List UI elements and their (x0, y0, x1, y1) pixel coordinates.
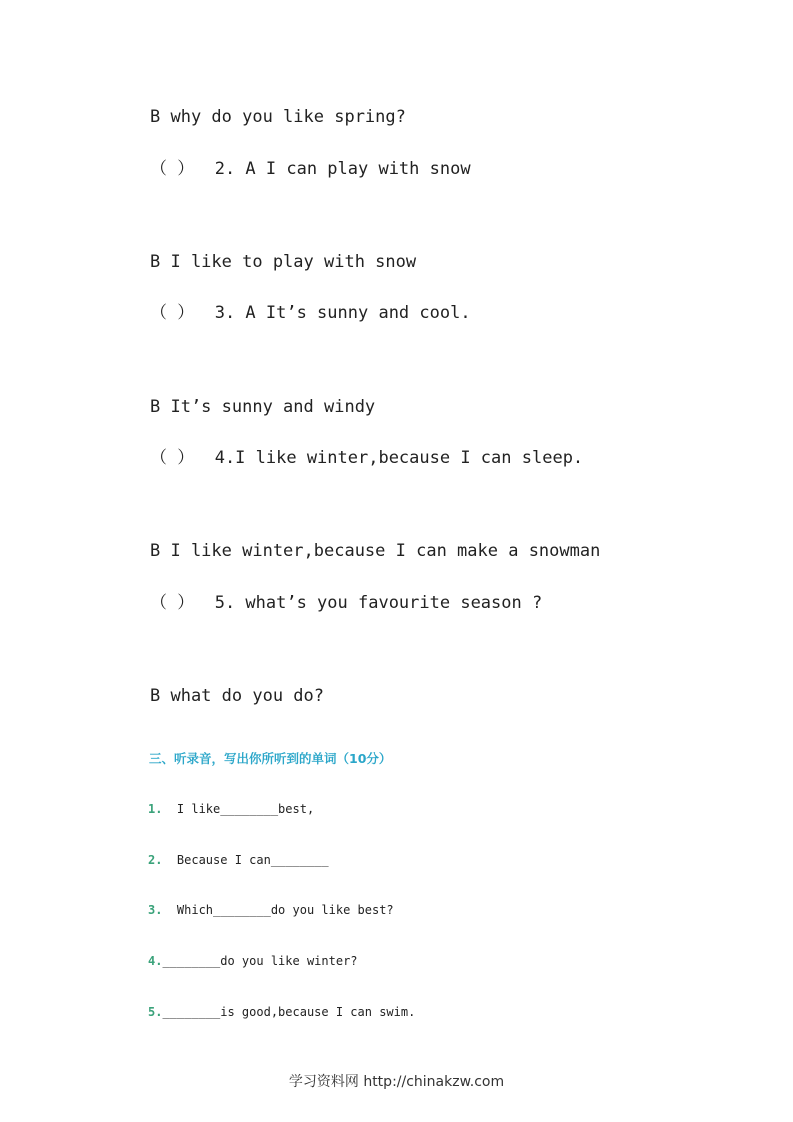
item-number: 4. (148, 954, 163, 968)
question-4: （ ） 4.I like winter,because I can sleep. (150, 448, 584, 468)
fill-item (148, 1004, 415, 1020)
dialogue-line-b1: B why do you like spring? (150, 107, 406, 127)
fill-item (148, 953, 358, 969)
item-text: I like________best, (162, 802, 315, 816)
fill-item (148, 902, 394, 918)
item-number: 5. (148, 1005, 163, 1019)
footer-watermark: 学习资料网 http://chinakzw.com (288, 1074, 505, 1090)
question-5: （ ） 5. what’s you favourite season ? (150, 593, 543, 613)
item-number: 2. (148, 853, 163, 867)
item-text: Because I can________ (162, 853, 329, 867)
fill-item (148, 801, 314, 817)
question-2: （ ） 2. A I can play with snow (150, 159, 471, 179)
item-text: Which________do you like best? (162, 903, 394, 917)
fill-item (148, 852, 329, 868)
item-text: ________do you like winter? (162, 954, 358, 968)
item-number: 1. (148, 802, 163, 816)
dialogue-line-b4: B I like winter,because I can make a snowman (150, 541, 601, 561)
item-number: 3. (148, 903, 163, 917)
dialogue-line-b2: B I like to play with snow (150, 252, 417, 272)
item-text: ________is good,because I can swim. (162, 1005, 416, 1019)
dialogue-line-b5: B what do you do? (150, 686, 324, 706)
section-title: 三、听录音，写出你所听到的单词（10分） (149, 751, 392, 766)
question-3: （ ） 3. A It’s sunny and cool. (150, 303, 471, 323)
dialogue-line-b3: B It’s sunny and windy (150, 397, 376, 417)
